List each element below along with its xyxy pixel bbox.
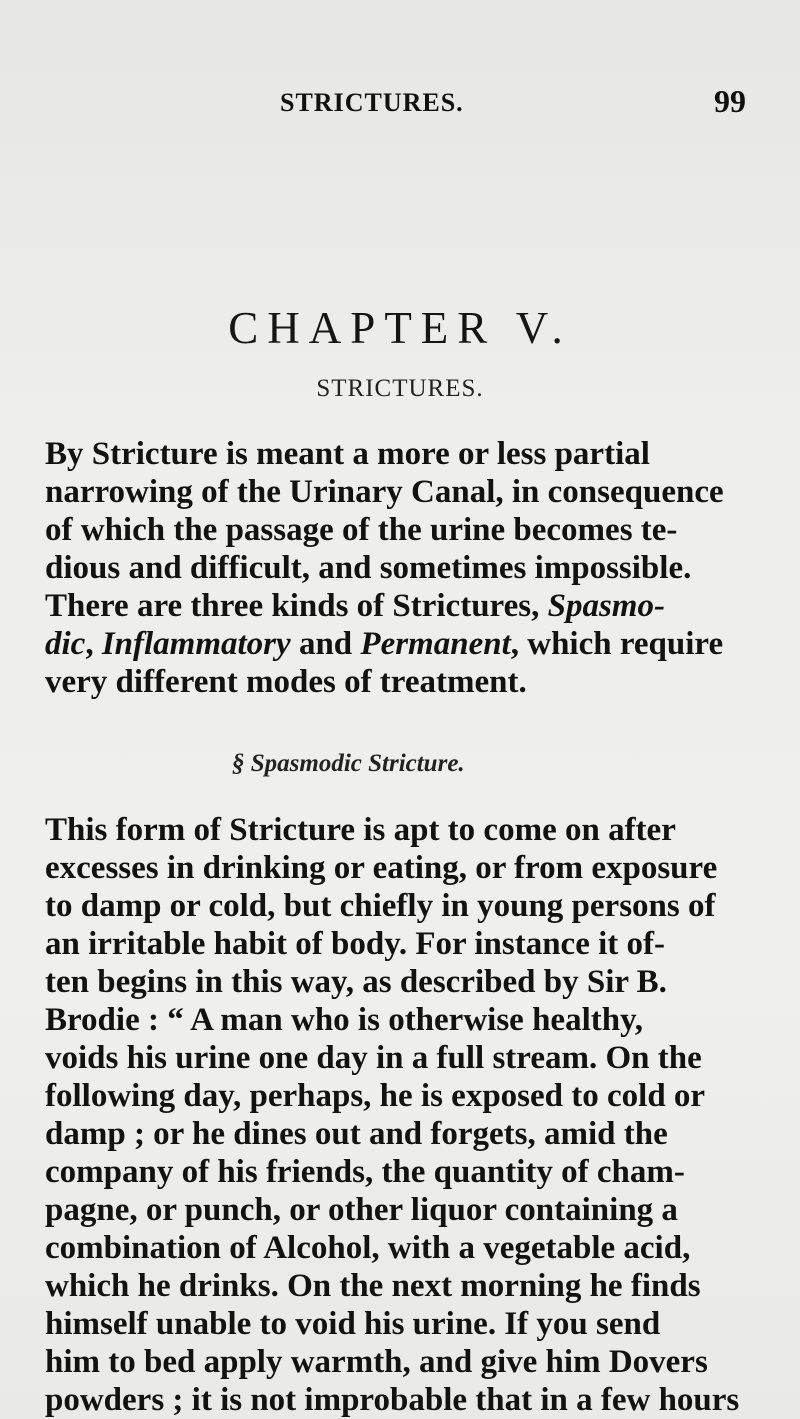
page-number: 99 xyxy=(714,83,746,119)
intro-paragraph xyxy=(45,435,785,701)
paragraph-line: company of his friends, the quantity of cham- xyxy=(45,1154,685,1190)
chapter-title: CHAPTER V. xyxy=(228,303,572,353)
paragraph-line: pagne, or punch, or other liquor containing a xyxy=(45,1192,678,1228)
paragraph-line: ten begins in this way, as described by Sir B. xyxy=(45,964,667,1000)
paragraph-line: damp ; or he dines out and forgets, amid the xyxy=(45,1116,668,1152)
paragraph-line: himself unable to void his urine. If you send xyxy=(45,1306,661,1342)
paragraph-line: excesses in drinking or eating, or from exposure xyxy=(45,850,718,886)
chapter-subtitle: STRICTURES. xyxy=(316,375,484,402)
paragraph-line: Brodie : “ A man who is otherwise healthy, xyxy=(45,1002,644,1038)
paragraph-line: an irritable habit of body. For instance it of- xyxy=(45,926,665,962)
paragraph-line: following day, perhaps, he is exposed to cold or xyxy=(45,1078,706,1114)
paragraph-line: dious and difficult, and sometimes impossible. xyxy=(45,550,692,586)
running-head: STRICTURES. xyxy=(280,88,464,117)
paragraph-line: which he drinks. On the next morning he finds xyxy=(45,1268,701,1304)
paragraph-line: There are three kinds of Strictures, Spasmo- xyxy=(45,588,665,624)
section-heading: § Spasmodic Stricture. xyxy=(232,750,465,777)
paragraph-line: By Stricture is meant a more or less partial xyxy=(45,436,650,472)
paragraph-line: to damp or cold, but chiefly in young persons of xyxy=(45,888,716,924)
paragraph-line: combination of Alcohol, with a vegetable acid, xyxy=(45,1230,691,1266)
paragraph-line: very different modes of treatment. xyxy=(45,664,527,700)
paragraph-line: narrowing of the Urinary Canal, in consequence xyxy=(45,474,724,510)
paragraph-line: of which the passage of the urine becomes te- xyxy=(45,512,678,548)
paragraph-line: dic, Inflammatory and Permanent, which require xyxy=(45,626,724,662)
paragraph-line: This form of Stricture is apt to come on after xyxy=(45,812,676,848)
paragraph-line: him to bed apply warmth, and give him Dovers xyxy=(45,1344,708,1380)
paragraph-line: voids his urine one day in a full stream. On the xyxy=(45,1040,702,1076)
paragraph-line: powders ; it is not improbable that in a few hours xyxy=(45,1382,740,1418)
body-paragraph xyxy=(45,811,785,1419)
